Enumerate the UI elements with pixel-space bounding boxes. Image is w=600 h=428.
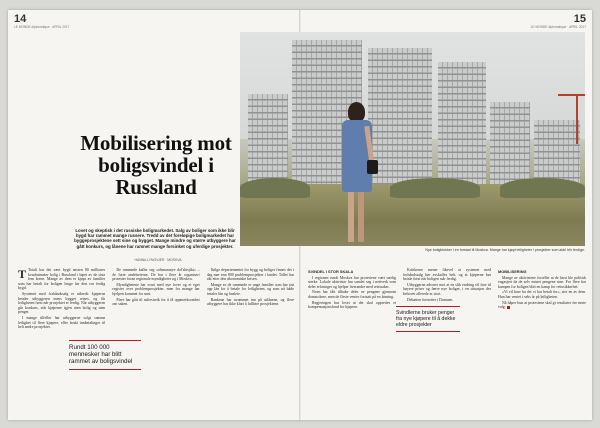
shrubs (240, 178, 310, 198)
body-column: T Totalt har det vært bygd nesten 80 millioner kvadratmeter bolig i Russland i løpet av de siste fem årene. Mange av dem er kjøpt av familier som har betalt for boligen lenge før den var ferdig bygd. Systemet med forhåndssalg er utbredt: kjøperne betaler utbyggeren mens bygget reises, og får leiligheten først når prosjektet er ferdig. Når utbyggeren går konkurs, står kjøperne igjen uten bolig og uten penger. I mange tilfeller har utbyggerne solgt samme leilighet til flere kjøpere, eller brukt innbetalinger til helt andre prosjekter. (18, 268, 106, 330)
magazine-spread (8, 10, 592, 420)
subheading: SVINDEL I STOR SKALA (308, 269, 354, 274)
pull-quote: Rundt 100 000 mennesker har blitt rammet av boligsvindel (69, 340, 141, 370)
crane-arm (558, 94, 585, 96)
handbag (367, 160, 378, 174)
photo-caption: Nye boligblokker i en forstad til Moskva. Mange har kjøpt leiligheter i prosjekter som aldri blir ferdige. (425, 248, 585, 252)
body-column: Kritikerne mener likevel at systemet med forhåndssalg bør avskaffes helt, og at kjøperne bør betale først når boligen står ferdig. Utbyggerne advarer mot at en slik endring vil føre til høyere priser og færre nye boliger, i en situasjon der behovet allerede er stort. Debatten fortsetter i Dumaen. (403, 268, 491, 302)
body-column: De rammede kaller seg «obmanutye dol'shtsjiki» – de lurte andelseierne. De har i flere år organisert protester foran regionale myndigheter og i Moskva. Myndighetene har svart med nye lover og et eget register over problemprosjekter, men for mange har hjelpen kommet for sent. Flere har gått til sultestreik for å få oppmerksomhet om saken. (112, 268, 200, 307)
subheading: MOBILISERING (498, 269, 527, 274)
right-page-number: 15 LE MONDE diplomatique · APRIL 2017 (530, 13, 586, 29)
left-page-number: 14 LE MONDE diplomatique · APRIL 2017 (14, 13, 70, 29)
drop-cap: T (18, 268, 27, 281)
shrubs (390, 178, 480, 198)
article-byline: HANNA LYNGVÆR · MOSKVA (134, 258, 182, 262)
left-body-columns (18, 268, 294, 416)
article-headline: Mobilisering mot boligsvindel i Russland (80, 131, 232, 199)
crane (576, 94, 578, 144)
end-mark (507, 306, 510, 309)
article-photo (240, 32, 585, 246)
right-body-columns (308, 268, 586, 416)
pull-quote: Svindlerne bruker penger fra nye kjøpere til å dekke eldre prosjekter (396, 306, 460, 332)
building-block (368, 48, 432, 198)
article-ingress: Lovet og skeptisk i det russiske boligmarkedet. Salg av boliger som ikke blir bygd har rammet mange russere. Tredd av det foreløpige boligmarkedet har byggeprosjektene sett sine og bygget. Mange mindre og større utbyggere har gått konkurs, og lånene har ramnet mange forsinket og uferdige prosjekter. (74, 228, 236, 249)
body-column: MOBILISERING Mange av aktivistene forteller at de først ble politisk engasjert da de selv mistet pengene sine. For flere har kampen for boligen blitt en kamp for rettssikkerhet. «Vi vil bare ha det vi har betalt for», sier en av dem. Hun har ventet i seks år på leiligheten. Nå håper hun at protestene skal gi resultater før neste valg. (498, 269, 586, 310)
shrubs (500, 178, 585, 198)
body-column: SVINDEL I STOR SKALA I regionen rundt Moskva har protestene vært særlig sterke. Lokale aktivister har samlet seg i nettverk som deler erfaringer og hjelper hverandre med rettssaker. Noen har fått tilbake deler av pengene gjennom domstolene, men de fleste venter fortsatt på en løsning. Regjeringen har lovet at det skal opprettes et kompensasjonsfond for kjøpere. (308, 269, 396, 310)
body-column: Ifølge departementet for bygg og boliger finnes det i dag mer enn 800 problemprosjekter i landet. Tallet har økt etter den økonomiske krisen. Mange av de rammede er unge familier som har tatt opp lån for å betale for leiligheten, og som nå både betaler lån og husleie. Bankene har strammet inn på utlånene, og flere utbyggere har ikke klart å fullføre prosjektene. (206, 268, 294, 307)
woman-figure (337, 102, 377, 246)
